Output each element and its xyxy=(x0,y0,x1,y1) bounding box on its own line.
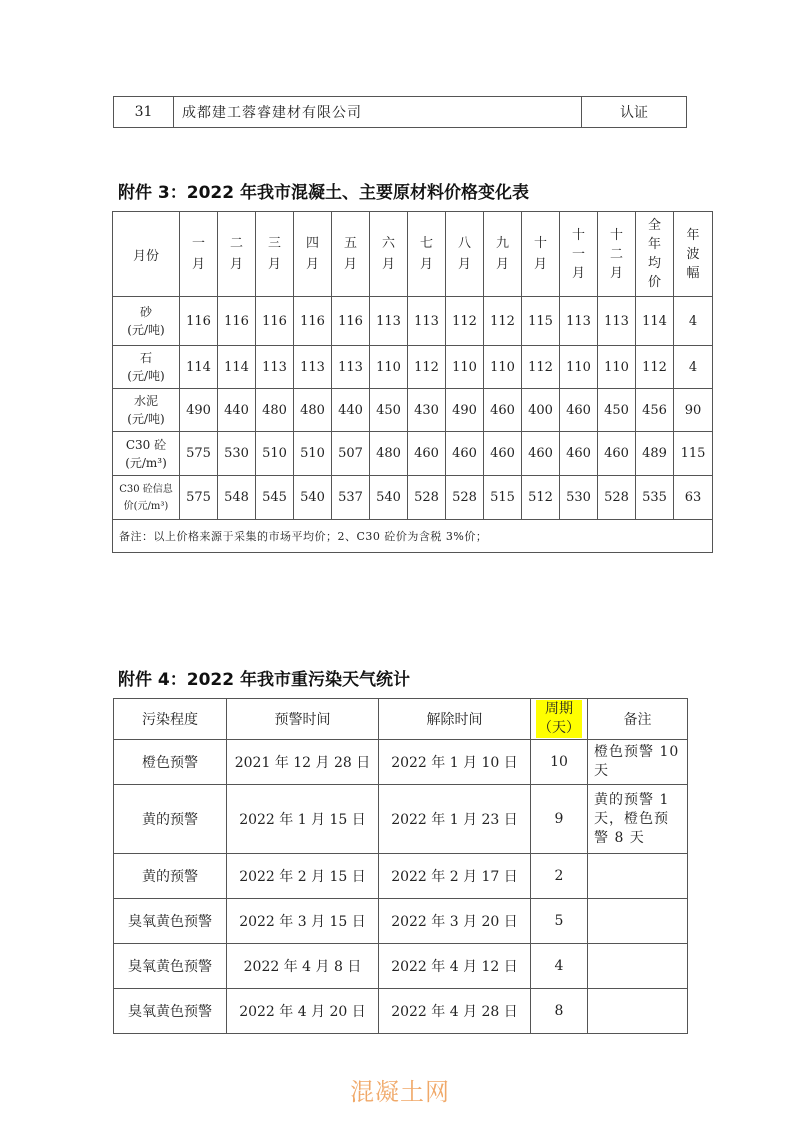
pollution-row xyxy=(114,785,688,854)
price-cell: 540 xyxy=(370,476,408,520)
price-cell: 480 xyxy=(256,389,294,432)
material-label: 砂 (元/吨) xyxy=(113,297,180,346)
month-header-label: 七月 xyxy=(419,236,433,272)
warn-time: 2022 年 1 月 15 日 xyxy=(227,785,379,854)
pollution-row xyxy=(114,854,688,899)
release-time: 2022 年 1 月 10 日 xyxy=(379,740,531,785)
price-cell: 490 xyxy=(446,389,484,432)
header-level: 污染程度 xyxy=(114,699,227,740)
pollution-level: 橙色预警 xyxy=(114,740,227,785)
release-time: 2022 年 1 月 23 日 xyxy=(379,785,531,854)
price-cell: 114 xyxy=(218,346,256,389)
price-row xyxy=(113,432,713,476)
pollution-table-header xyxy=(114,699,688,740)
price-cell: 548 xyxy=(218,476,256,520)
period-days: 5 xyxy=(531,899,588,944)
pollution-level: 臭氧黄色预警 xyxy=(114,899,227,944)
pollution-table-body xyxy=(114,740,688,1034)
price-cell: 535 xyxy=(636,476,674,520)
price-cell: 460 xyxy=(446,432,484,476)
price-cell: 110 xyxy=(560,346,598,389)
pollution-level: 黄的预警 xyxy=(114,785,227,854)
price-cell: 400 xyxy=(522,389,560,432)
warn-time: 2022 年 4 月 20 日 xyxy=(227,989,379,1034)
certification-table xyxy=(113,96,687,128)
price-cell: 507 xyxy=(332,432,370,476)
release-time: 2022 年 3 月 20 日 xyxy=(379,899,531,944)
price-cell: 460 xyxy=(408,432,446,476)
price-note: 备注：以上价格来源于采集的市场平均价；2、C30 砼价为含税 3%价； xyxy=(113,520,713,553)
price-cell: 450 xyxy=(370,389,408,432)
material-label: C30 砼信息 价(元/m³) xyxy=(113,476,180,520)
price-cell: 63 xyxy=(674,476,713,520)
warn-time: 2022 年 4 月 8 日 xyxy=(227,944,379,989)
month-label: 月份 xyxy=(113,212,180,297)
price-cell: 512 xyxy=(522,476,560,520)
header-period: 周期 （天） xyxy=(538,701,580,736)
price-cell: 456 xyxy=(636,389,674,432)
price-cell: 112 xyxy=(446,297,484,346)
month-header-label: 二月 xyxy=(229,236,243,272)
price-cell: 110 xyxy=(598,346,636,389)
price-cell: 480 xyxy=(370,432,408,476)
price-cell: 110 xyxy=(370,346,408,389)
price-cell: 460 xyxy=(484,389,522,432)
month-header-label: 一月 xyxy=(191,236,205,272)
month-header-label: 五月 xyxy=(343,236,357,272)
price-cell: 450 xyxy=(598,389,636,432)
price-cell: 510 xyxy=(256,432,294,476)
price-cell: 115 xyxy=(522,297,560,346)
price-cell: 112 xyxy=(408,346,446,389)
price-cell: 113 xyxy=(598,297,636,346)
price-cell: 530 xyxy=(218,432,256,476)
price-cell: 540 xyxy=(294,476,332,520)
price-cell: 115 xyxy=(674,432,713,476)
price-cell: 4 xyxy=(674,297,713,346)
remark xyxy=(588,854,688,899)
price-cell: 489 xyxy=(636,432,674,476)
month-header xyxy=(218,212,256,297)
month-header xyxy=(408,212,446,297)
month-header-label: 三月 xyxy=(267,236,281,272)
month-header xyxy=(560,212,598,297)
month-header xyxy=(636,212,674,297)
price-note-row xyxy=(113,520,713,553)
release-time: 2022 年 4 月 28 日 xyxy=(379,989,531,1034)
price-cell: 575 xyxy=(180,432,218,476)
price-cell: 116 xyxy=(218,297,256,346)
price-cell: 528 xyxy=(408,476,446,520)
price-cell: 440 xyxy=(332,389,370,432)
price-cell: 430 xyxy=(408,389,446,432)
pollution-level: 臭氧黄色预警 xyxy=(114,944,227,989)
month-header xyxy=(484,212,522,297)
price-cell: 4 xyxy=(674,346,713,389)
material-label: 水泥 (元/吨) xyxy=(113,389,180,432)
release-time: 2022 年 4 月 12 日 xyxy=(379,944,531,989)
price-cell: 545 xyxy=(256,476,294,520)
remark xyxy=(588,899,688,944)
month-header xyxy=(522,212,560,297)
price-cell: 112 xyxy=(484,297,522,346)
period-days: 9 xyxy=(531,785,588,854)
price-cell: 537 xyxy=(332,476,370,520)
month-header-label: 年波幅 xyxy=(686,227,700,281)
pollution-row xyxy=(114,899,688,944)
price-cell: 113 xyxy=(256,346,294,389)
month-header-label: 四月 xyxy=(305,236,319,272)
pollution-row xyxy=(114,740,688,785)
price-cell: 113 xyxy=(294,346,332,389)
price-cell: 116 xyxy=(180,297,218,346)
price-cell: 113 xyxy=(332,346,370,389)
material-label: C30 砼 (元/m³) xyxy=(113,432,180,476)
price-cell: 113 xyxy=(560,297,598,346)
month-header xyxy=(370,212,408,297)
attachment3-title: 附件 3：2022 年我市混凝土、主要原材料价格变化表 xyxy=(118,183,529,203)
price-row xyxy=(113,389,713,432)
attachment4-title: 附件 4：2022 年我市重污染天气统计 xyxy=(118,670,410,690)
price-cell: 113 xyxy=(370,297,408,346)
remark xyxy=(588,944,688,989)
month-header xyxy=(598,212,636,297)
certification-row xyxy=(114,97,687,128)
month-header-label: 十二月 xyxy=(609,227,623,281)
warn-time: 2021 年 12 月 28 日 xyxy=(227,740,379,785)
price-cell: 480 xyxy=(294,389,332,432)
price-cell: 510 xyxy=(294,432,332,476)
month-header-label: 九月 xyxy=(495,236,509,272)
release-time: 2022 年 2 月 17 日 xyxy=(379,854,531,899)
price-cell: 113 xyxy=(408,297,446,346)
month-header xyxy=(256,212,294,297)
header-period-cell xyxy=(531,699,588,740)
warn-time: 2022 年 2 月 15 日 xyxy=(227,854,379,899)
price-cell: 90 xyxy=(674,389,713,432)
period-days: 8 xyxy=(531,989,588,1034)
period-days: 10 xyxy=(531,740,588,785)
price-cell: 460 xyxy=(522,432,560,476)
material-label: 石 (元/吨) xyxy=(113,346,180,389)
price-cell: 460 xyxy=(484,432,522,476)
pollution-row xyxy=(114,944,688,989)
price-cell: 460 xyxy=(560,432,598,476)
month-header-label: 十一月 xyxy=(571,227,585,281)
price-cell: 530 xyxy=(560,476,598,520)
row-index: 31 xyxy=(114,97,174,128)
price-cell: 114 xyxy=(636,297,674,346)
pollution-level: 臭氧黄色预警 xyxy=(114,989,227,1034)
company-name: 成都建工蓉睿建材有限公司 xyxy=(174,97,582,128)
price-row xyxy=(113,297,713,346)
price-cell: 112 xyxy=(636,346,674,389)
price-row xyxy=(113,346,713,389)
price-cell: 112 xyxy=(522,346,560,389)
price-cell: 440 xyxy=(218,389,256,432)
price-cell: 116 xyxy=(294,297,332,346)
price-table-body xyxy=(113,297,713,520)
price-cell: 110 xyxy=(446,346,484,389)
price-cell: 460 xyxy=(560,389,598,432)
price-row xyxy=(113,476,713,520)
header-warn-time: 预警时间 xyxy=(227,699,379,740)
price-cell: 515 xyxy=(484,476,522,520)
price-cell: 110 xyxy=(484,346,522,389)
price-cell: 116 xyxy=(332,297,370,346)
header-remark: 备注 xyxy=(588,699,688,740)
header-release-time: 解除时间 xyxy=(379,699,531,740)
certification-status: 认证 xyxy=(582,97,687,128)
price-cell: 528 xyxy=(446,476,484,520)
month-header xyxy=(180,212,218,297)
remark: 黄的预警 1 天，橙色预警 8 天 xyxy=(588,785,688,854)
pollution-row xyxy=(114,989,688,1034)
pollution-table xyxy=(113,698,688,1034)
price-cell: 116 xyxy=(256,297,294,346)
price-table-header xyxy=(113,212,713,297)
price-cell: 575 xyxy=(180,476,218,520)
price-cell: 460 xyxy=(598,432,636,476)
month-header xyxy=(674,212,713,297)
month-header xyxy=(332,212,370,297)
month-header-label: 八月 xyxy=(457,236,471,272)
price-cell: 528 xyxy=(598,476,636,520)
period-days: 2 xyxy=(531,854,588,899)
period-days: 4 xyxy=(531,944,588,989)
price-cell: 114 xyxy=(180,346,218,389)
month-header-label: 全年均价 xyxy=(647,218,661,290)
remark: 橙色预警 10 天 xyxy=(588,740,688,785)
warn-time: 2022 年 3 月 15 日 xyxy=(227,899,379,944)
watermark: 混凝土网 xyxy=(350,1078,450,1106)
month-header xyxy=(446,212,484,297)
month-header-label: 六月 xyxy=(381,236,395,272)
remark xyxy=(588,989,688,1034)
month-header-label: 十月 xyxy=(533,236,547,272)
price-cell: 490 xyxy=(180,389,218,432)
pollution-level: 黄的预警 xyxy=(114,854,227,899)
price-table xyxy=(112,211,713,553)
month-header xyxy=(294,212,332,297)
